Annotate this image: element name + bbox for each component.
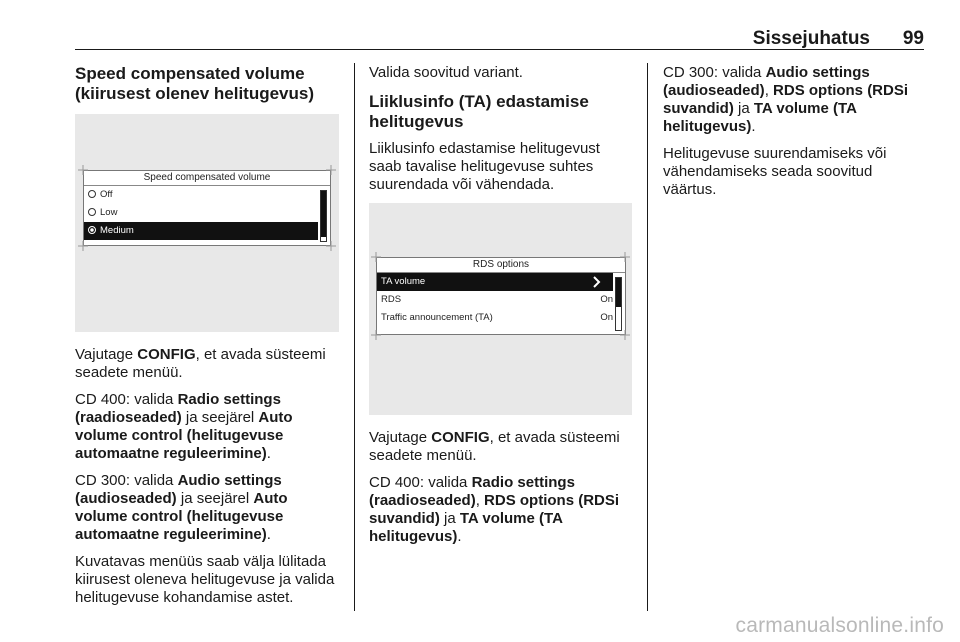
section-title: Sissejuhatus — [752, 28, 870, 49]
option-medium[interactable]: Medium — [84, 222, 318, 240]
scroll-thumb[interactable] — [616, 278, 621, 307]
paragraph-cd300: CD 300: valida Audio settings (audioseaded), RDS options (RDSi suvandid) ja TA volume (TA helitugevus). — [663, 64, 909, 135]
display-screen — [376, 257, 626, 335]
radio-selected-icon — [88, 226, 96, 234]
option-off[interactable]: Off — [84, 186, 330, 204]
paragraph-config: Vajutage CONFIG, et avada süsteemi seadete menüü. — [369, 429, 620, 464]
corner-mark-icon — [620, 330, 630, 340]
paragraph-cd400: CD 400: valida Radio settings (raadioseaded), RDS options (RDSi suvandid) ja TA volume (TA helitugevus). — [369, 474, 620, 545]
paragraph-cd300: CD 300: valida Audio settings (audioseaded) ja seejärel Auto volume control (helitugevuse automaatne reguleerimine). — [75, 472, 288, 543]
paragraph-ta-intro: Liiklusinfo edastamise helitugevust saab tavalise helitugevuse suhtes suurendada või vähendada. — [369, 140, 600, 193]
corner-mark-icon — [78, 165, 88, 175]
chevron-right-icon — [592, 276, 601, 288]
section-heading-ta-volume: Liiklusinfo (TA) edastamise helitugevus — [369, 92, 589, 131]
display-screen — [83, 170, 331, 246]
figure-speed-volume — [75, 114, 339, 332]
corner-mark-icon — [326, 165, 336, 175]
paragraph-cd400: CD 400: valida Radio settings (raadioseaded) ja seejärel Auto volume control (helitugevuse automaatne reguleerimine). — [75, 391, 293, 462]
radio-icon — [88, 190, 96, 198]
corner-mark-icon — [78, 241, 88, 251]
watermark: carmanualsonline.info — [735, 614, 944, 637]
scrollbar[interactable] — [615, 277, 622, 331]
paragraph-config: Vajutage CONFIG, et avada süsteemi seadete menüü. — [75, 346, 326, 381]
paragraph-choose: Valida soovitud variant. — [369, 64, 523, 81]
option-low[interactable]: Low — [84, 204, 330, 222]
menu-item-traffic-announcement[interactable]: Traffic announcement (TA) On — [381, 312, 613, 323]
screen-title: RDS options — [377, 258, 625, 273]
figure-rds-options — [369, 203, 632, 415]
section-heading-speed-volume: Speed compensated volume (kiirusest olenev helitugevus) — [75, 64, 315, 103]
menu-item-ta-volume[interactable]: TA volume — [377, 273, 613, 291]
paragraph-description: Kuvatavas menüüs saab välja lülitada kiirusest oleneva helitugevuse ja valida helitugevuse kohandamise astet. — [75, 553, 335, 606]
corner-mark-icon — [371, 252, 381, 262]
column-2 — [369, 64, 634, 555]
column-divider-1 — [354, 63, 355, 611]
column-3 — [663, 64, 927, 208]
column-divider-2 — [647, 63, 648, 611]
column-1 — [75, 64, 341, 616]
menu-item-rds[interactable]: RDS On — [381, 294, 613, 305]
corner-mark-icon — [620, 252, 630, 262]
scrollbar[interactable] — [320, 190, 327, 242]
radio-icon — [88, 208, 96, 216]
corner-mark-icon — [326, 241, 336, 251]
page-header — [75, 28, 924, 54]
page-number: 99 — [902, 28, 924, 49]
corner-mark-icon — [371, 330, 381, 340]
scroll-thumb[interactable] — [321, 191, 326, 237]
header-rule — [75, 49, 924, 50]
screen-title: Speed compensated volume — [84, 171, 330, 186]
paragraph-adjust: Helitugevuse suurendamiseks või vähendamiseks seada soovitud väärtus. — [663, 145, 887, 198]
